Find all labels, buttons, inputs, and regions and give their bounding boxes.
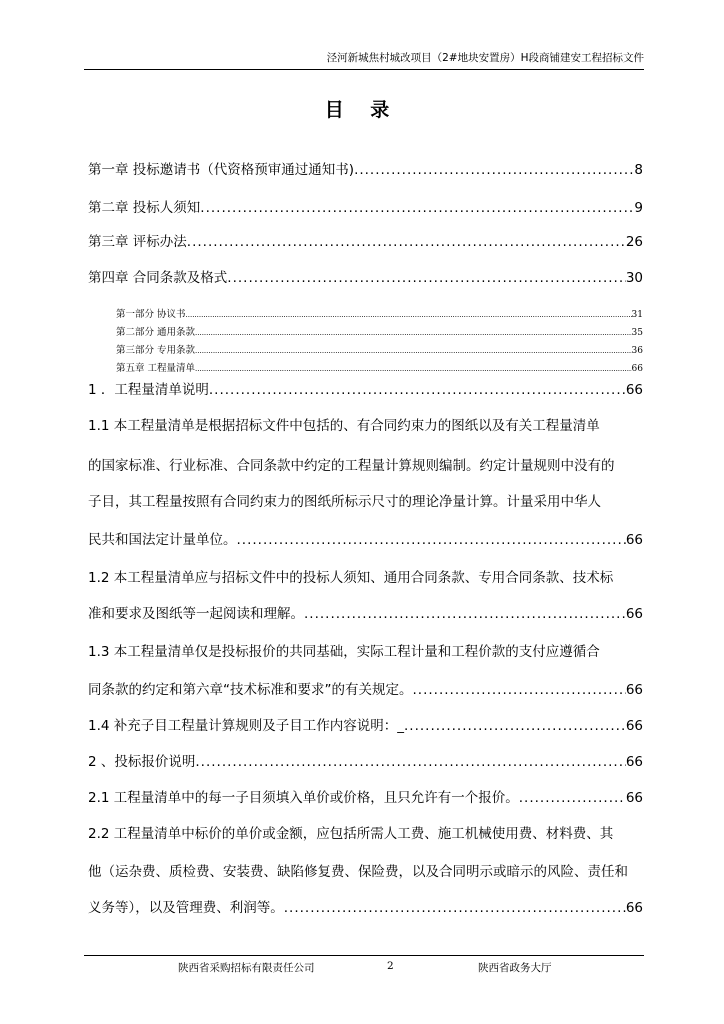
paragraph-line: 1.2 本工程量清单应与招标文件中的投标人须知、通用合同条款、专用合同条款、技术标 [88,570,614,586]
toc-entry-item-1-1[interactable] [88,528,643,548]
toc-label: 第三部分 专用条款 [116,345,196,356]
footer-page-number: 2 [387,960,394,972]
leader-dots [200,200,634,216]
leader-dots [195,347,632,355]
toc-page: 66 [625,382,643,398]
toc-page: 36 [631,346,643,356]
leader-dots [354,162,634,178]
paragraph-line: 1.3 本工程量清单仅是投标报价的共同基础，实际工程计量和工程价款的支付应遵循合 [88,644,600,660]
toc-subentry-part-2[interactable] [116,324,643,338]
toc-label: 同条款的约定和第六章“技术标准和要求”的有关规定。 [88,682,413,698]
toc-page: 66 [631,364,643,374]
toc-entry-item-2-2[interactable] [88,896,643,916]
toc-label: 准和要求及图纸等一起阅读和理解。 [88,606,304,622]
toc-subentry-part-3[interactable] [116,342,643,356]
leader-dots [195,329,632,337]
toc-page: 66 [625,606,643,622]
paragraph-line: 1.1 本工程量清单是根据招标文件中包括的、有合同约束力的图纸以及有关工程量清单 [88,418,600,434]
leader-dots [187,234,626,250]
toc-entry-item-1-4[interactable] [88,714,643,734]
paragraph-line: 的国家标准、行业标准、合同条款中约定的工程量计算规则编制。约定计量规则中没有的 [88,458,615,474]
toc-label: 2 、投标报价说明 [88,754,196,770]
toc-entry-chapter-2[interactable] [88,196,643,216]
page-header: 泾河新城焦村城改项目（2#地块安置房）H段商铺建安工程招标文件 [84,50,644,70]
toc-label: 民共和国法定计量单位。 [88,532,237,548]
paragraph-line: 2.2 工程量清单中标价的单价或金额，应包括所需人工费、施工机械使用费、材料费、其 [88,826,614,842]
page-title: 目 录 [324,99,400,121]
leader-dots [195,754,625,770]
toc-page: 66 [625,718,643,734]
toc-entry-chapter-1[interactable] [88,158,643,178]
toc-label: 1.4 补充子目工程量计算规则及子目工作内容说明：_ [88,718,405,734]
footer-location: 陕西省政务大厅 [478,962,552,974]
leader-dots [413,682,626,698]
toc-label: 第一部分 协议书 [116,309,186,320]
paragraph-line: 子目，其工程量按照有合同约束力的图纸所标示尺寸的理论净量计算。计量采用中华人 [88,494,601,510]
toc-entry-chapter-3[interactable] [88,230,643,250]
leader-dots [284,900,626,916]
toc-page: 66 [625,900,643,916]
toc-page: 66 [625,682,643,698]
leader-dots [227,270,626,286]
toc-label: 第五章 工程量清单 [116,363,196,374]
footer-divider [84,955,644,956]
toc-entry-item-1-3[interactable] [88,678,643,698]
toc-page: 9 [634,200,643,216]
toc-label: 第二章 投标人须知 [88,200,201,216]
toc-entry-section-2[interactable] [88,750,643,770]
toc-page: 66 [625,532,643,548]
toc-label: 第二部分 通用条款 [116,327,196,338]
leader-dots [404,718,626,734]
leader-dots [186,311,632,319]
toc-label: 第四章 合同条款及格式 [88,270,228,286]
toc-page: 8 [634,162,643,178]
paragraph-line: 他（运杂费、质检费、安装费、缺陷修复费、保险费，以及合同明示或暗示的风险、责任和 [88,864,628,880]
toc-label: 第三章 评标办法 [88,234,187,250]
toc-subentry-part-1[interactable] [116,306,643,320]
toc-entry-chapter-4[interactable] [88,266,643,286]
toc-page: 66 [625,754,643,770]
leader-dots [237,532,626,548]
toc-page: 66 [625,790,643,806]
leader-dots [195,365,632,373]
footer-company: 陕西省采购招标有限责任公司 [178,962,315,974]
toc-page: 31 [631,310,643,320]
toc-label: 义务等），以及管理费、利润等。 [88,900,284,916]
toc-page: 35 [631,328,643,338]
toc-label: 第一章 投标邀请书（代资格预审通过通知书) [88,162,355,178]
toc-page: 30 [625,270,643,286]
toc-subentry-chapter-5[interactable] [116,360,643,374]
leader-dots [519,790,626,806]
toc-entry-section-1[interactable] [88,378,643,398]
toc-label: 2.1 工程量清单中的每一子目须填入单价或价格，且只允许有一个报价。 [88,790,519,806]
leader-dots [304,606,626,622]
toc-entry-item-2-1[interactable] [88,786,643,806]
toc-entry-item-1-2[interactable] [88,602,643,622]
toc-page: 26 [625,234,643,250]
leader-dots [209,382,626,398]
toc-label: 1 ．工程量清单说明 [88,382,209,398]
